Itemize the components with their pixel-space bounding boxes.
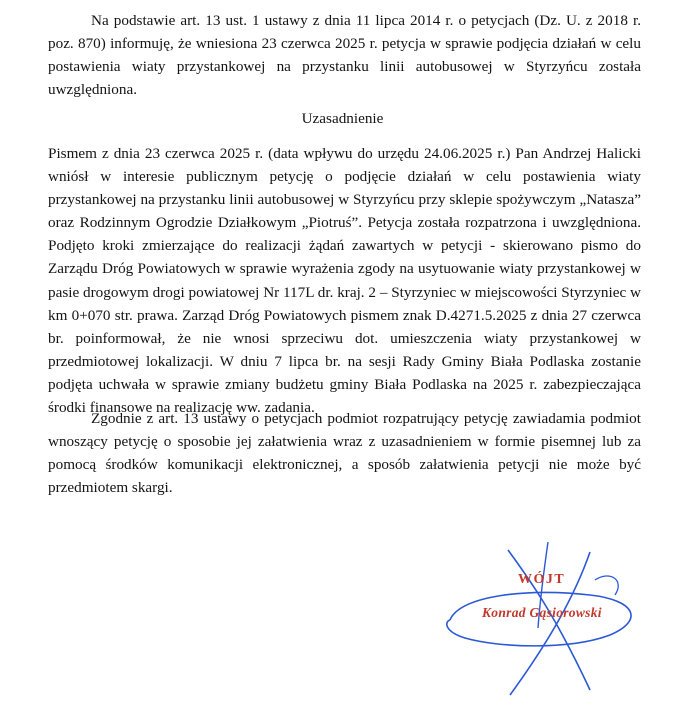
stamp-title: WÓJT (518, 572, 566, 587)
stamp-name: Konrad Gąsiorowski (482, 605, 602, 620)
paragraph-justification: Pismem z dnia 23 czerwca 2025 r. (data wpływu do urzędu 24.06.2025 r.) Pan Andrzej Halicki wniósł w interesie publicznym petycję o podjęcie działań w celu postawienia wiaty przystankowej na przystanku linii autobusowej w Styrzyńcu przy sklepie spożywczym „Natasza” oraz Rodzinnym Ogrodzie Działkowym „Piotruś”. Petycja została rozpatrzona i uwzględniona. Podjęto kroki zmierzające do realizacji żądań zawartych w petycji - skierowano pismo do Zarządu Dróg Powiatowych w sprawie wyrażenia zgody na usytuowanie wiaty przystankowej w pasie drogowym drogi powiatowej Nr 117L dr. kraj. 2 – Styrzyniec w miejscowości Styrzyniec w km 0+070 str. prawa. Zarząd Dróg Powiatowych pismem znak D.4271.5.2025 z dnia 27 czerwca br. poinformował, że nie wnosi sprzeciwu dot. umieszczenia wiaty przystankowej w przedmiotowej lokalizacji. W dniu 7 lipca br. na sesji Rady Gminy Biała Podlaska zostanie podjęta uchwała w sprawie zmiany budżetu gminy Biała Podlaska na 2025 r. zabezpieczająca środki finansowe na realizację ww. zadania. (48, 145, 641, 417)
paragraph-legal-note: Zgodnie z art. 13 ustawy o petycjach podmiot rozpatrujący petycję zawiadamia podmiot wnoszący petycję o sposobie jej załatwienia wraz z uzasadnieniem w formie pisemnej lub za pomocą środków komunikacji elektronicznej, a sposób załatwienia petycji nie może być przedmiotem skargi. (48, 410, 641, 497)
signature-stamp (440, 540, 650, 700)
paragraph-decision: Na podstawie art. 13 ust. 1 ustawy z dnia 11 lipca 2014 r. o petycjach (Dz. U. z 2018 r. poz. 870) informuję, że wniesiona 23 czerwca 2025 r. petycja w sprawie podjęcia działań w celu postawienia wiaty przystankowej na przystanku linii autobusowej w Styrzyńcu została uwzględniona. (48, 12, 641, 99)
section-heading: Uzasadnienie (301, 110, 384, 127)
